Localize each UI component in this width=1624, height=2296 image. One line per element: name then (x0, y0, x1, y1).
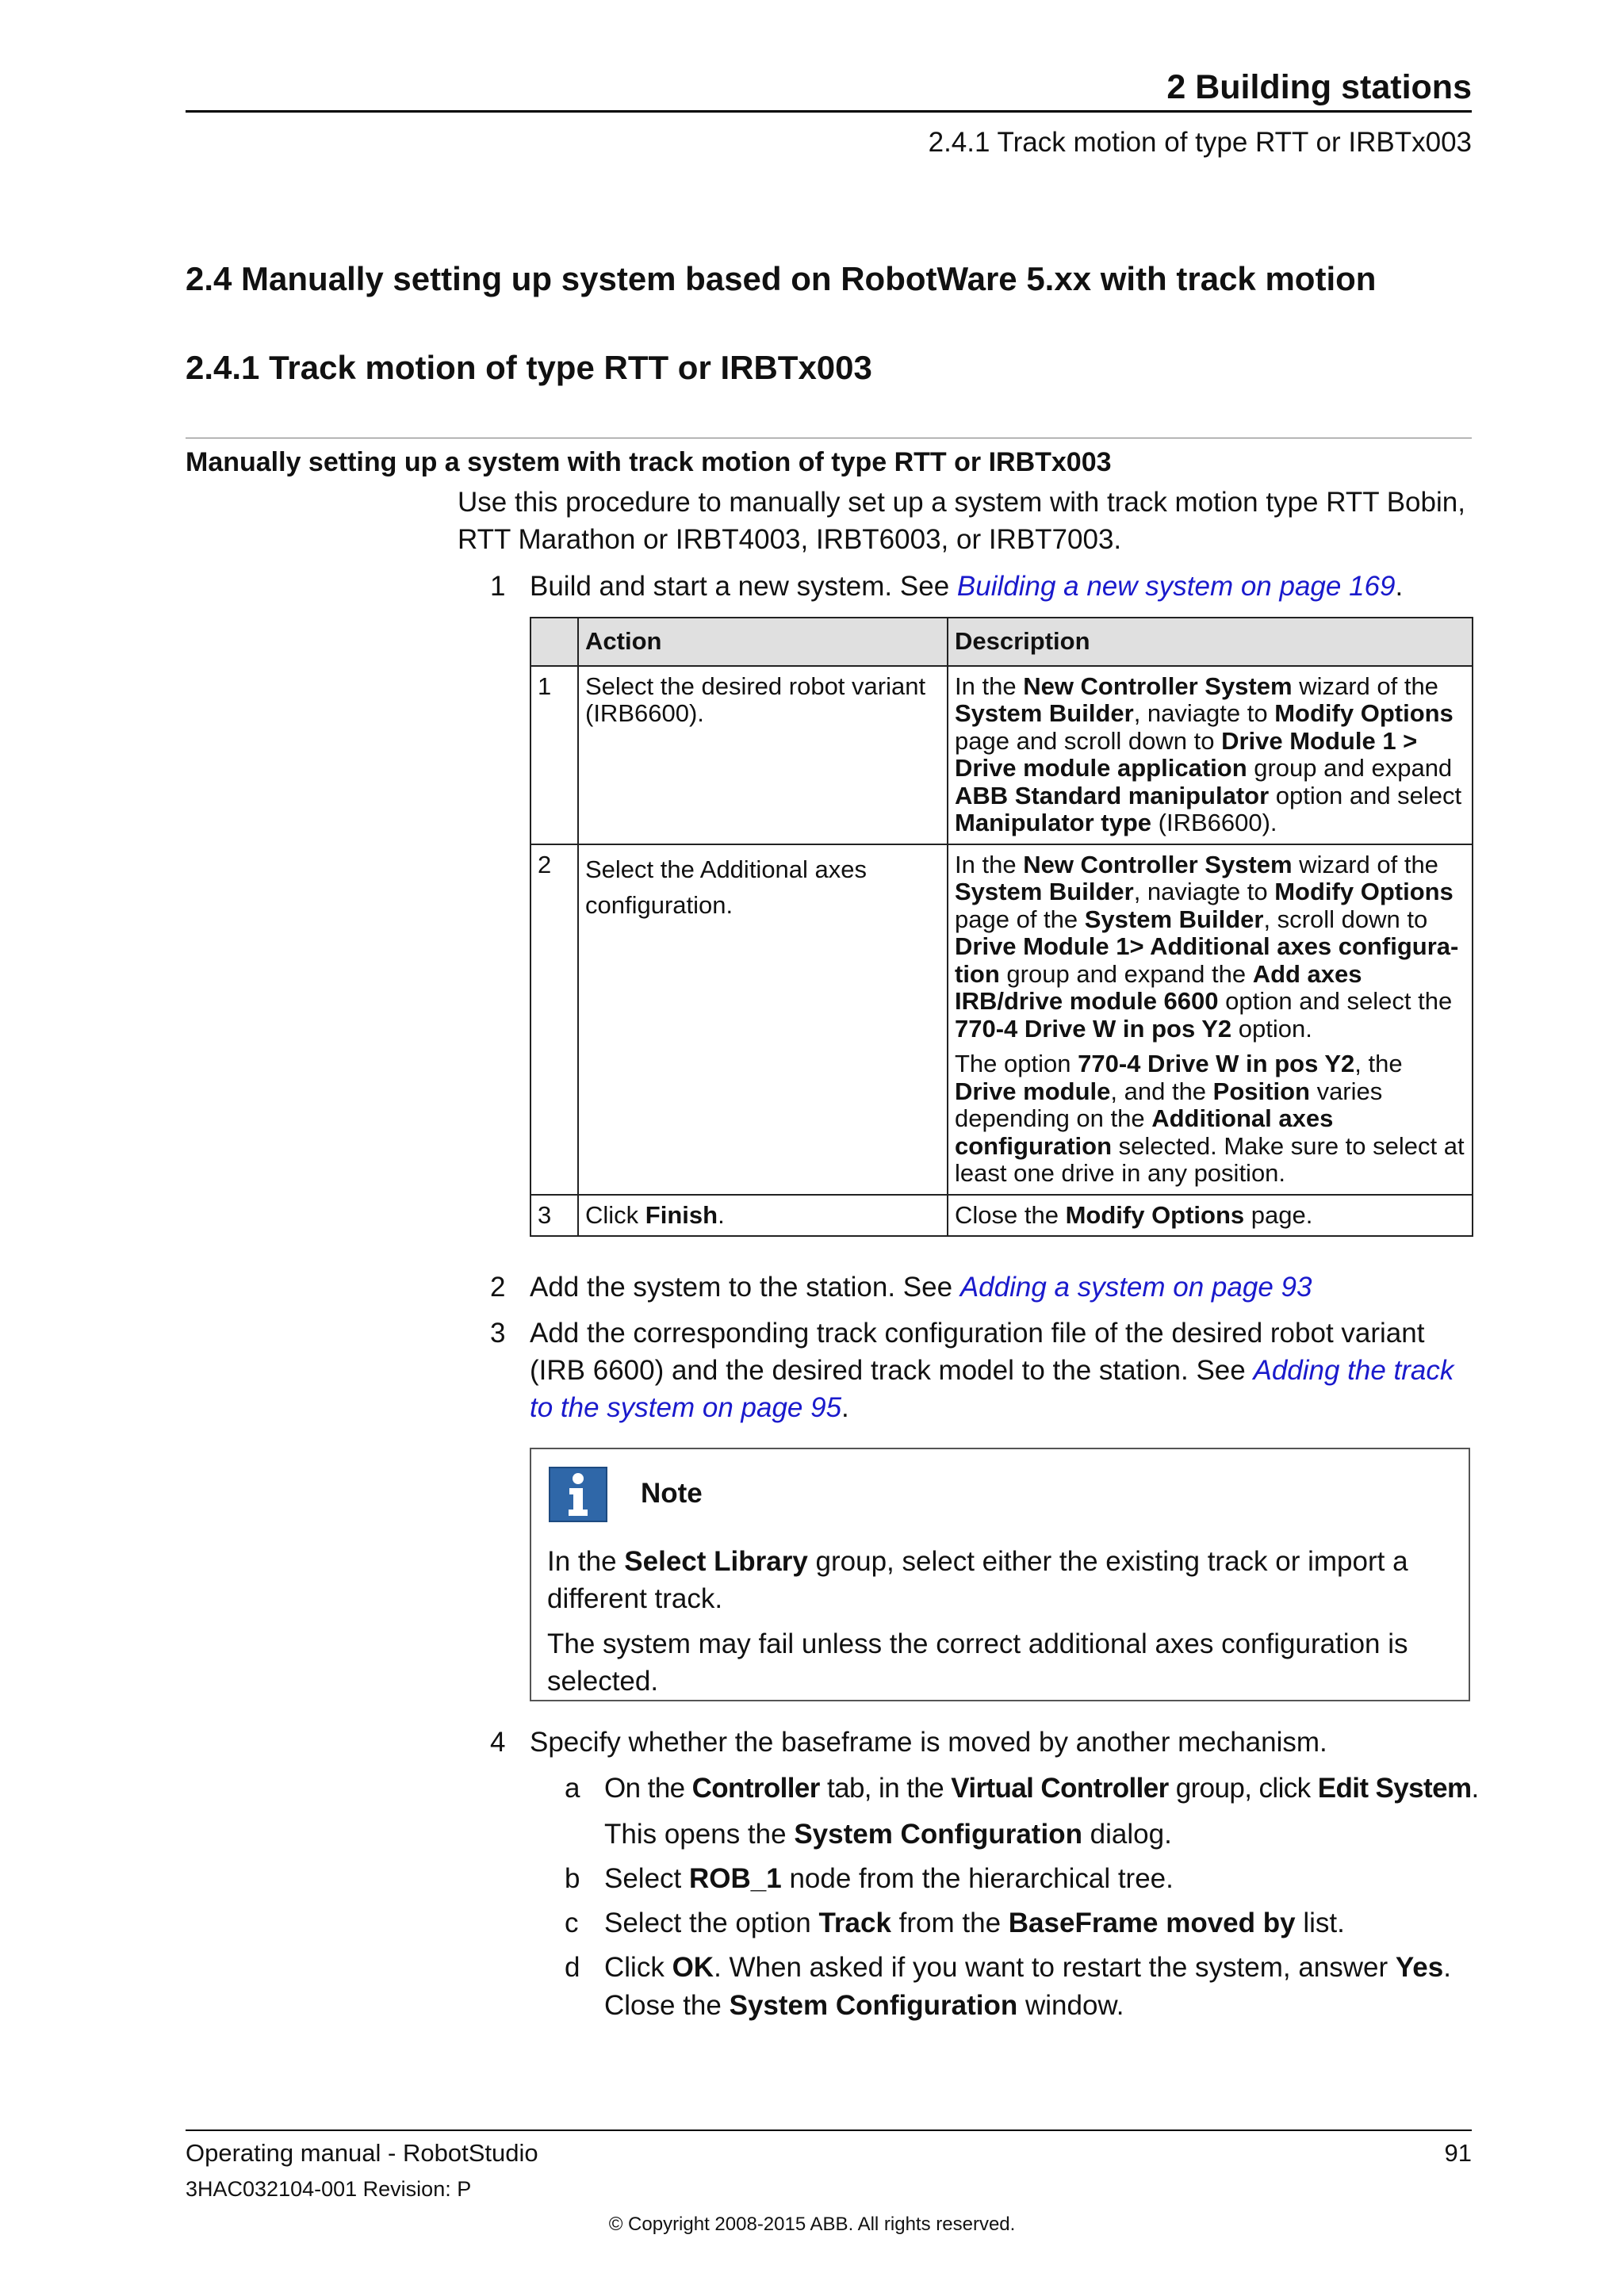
substep-letter: a (565, 1773, 580, 1804)
sub-bold: System Configuration (794, 1819, 1082, 1850)
desc-bold: New Controller System (1023, 672, 1293, 700)
step-text: Add the corresponding track configuration file of the desired robot variant (530, 1318, 1425, 1349)
sub-text: node from the hierarchical tree. (781, 1863, 1174, 1894)
footer-copyright: © Copyright 2008-2015 ABB. All rights reserved. (608, 2214, 1016, 2235)
chapter-header: 2 Building stations (1166, 68, 1472, 106)
desc-text: The option (955, 1050, 1078, 1077)
action-text: Click (585, 1200, 645, 1229)
sub-text: . When asked if you want to restart the system, answer (714, 1952, 1396, 1983)
desc-bold: Position (1212, 1077, 1310, 1105)
header-rule (186, 110, 1472, 113)
table-row (530, 666, 1473, 844)
desc-bold: Drive Module 1 > Drive module application (955, 726, 1418, 782)
sub-text: This opens the (604, 1819, 795, 1850)
note-paragraph (547, 1543, 1451, 1617)
row-number: 3 (530, 1195, 578, 1237)
desc-text: page of the (955, 905, 1085, 933)
desc-text: , scroll down to (1263, 905, 1428, 933)
action-text: Select the Additional axes configuration. (585, 855, 868, 919)
desc-bold: Add axes IRB/drive module 6600 (955, 959, 1362, 1015)
sub-bold: Yes (1395, 1952, 1444, 1983)
sub-bold: Controller (691, 1773, 820, 1804)
procedure-subheading: Manually setting up a system with track motion of type RTT or IRBTx003 (186, 447, 1112, 477)
sub-text: group, click (1168, 1773, 1318, 1804)
sub-text: Select the option (604, 1908, 819, 1938)
note-box (530, 1448, 1470, 1701)
footer-title: Operating manual - RobotStudio (186, 2139, 538, 2167)
desc-bold: Modify Options (1274, 878, 1454, 905)
desc-text: option and select the (1218, 987, 1453, 1015)
substep-letter: c (565, 1908, 579, 1938)
desc-text: varies depending on the (955, 1077, 1383, 1132)
row-action (578, 1195, 948, 1237)
page-number: 91 (1444, 2139, 1472, 2167)
desc-text: wizard of the (1292, 850, 1438, 878)
desc-text: wizard of the (1292, 672, 1438, 700)
desc-bold: New Controller System (1023, 850, 1293, 878)
step-end: . (1395, 571, 1404, 602)
heading-2-4-1: 2.4.1 Track motion of type RTT or IRBTx003 (186, 349, 872, 386)
desc-text: option and select (1269, 781, 1462, 809)
section-header: 2.4.1 Track motion of type RTT or IRBTx003 (928, 127, 1472, 158)
desc-text: , the (1354, 1050, 1403, 1077)
step-text: Build and start a new system. See (530, 571, 957, 602)
row-number: 1 (530, 666, 578, 844)
row-action: Select the desired robot variant (IRB6600). (578, 666, 948, 844)
col-header-action: Action (578, 618, 948, 666)
step-text: (IRB 6600) and the desired track model to the station. See (530, 1355, 1254, 1386)
desc-bold: Modify Options (1065, 1200, 1245, 1229)
desc-text: In the (955, 672, 1024, 700)
sub-text: On the (604, 1773, 692, 1804)
desc-bold: 770-4 Drive W in pos Y2 (1078, 1050, 1355, 1077)
sub-bold: Virtual Controller (951, 1773, 1169, 1804)
sub-text: Select (604, 1863, 689, 1894)
sub-text: tab, in the (819, 1773, 952, 1804)
sub-text: dialog. (1082, 1819, 1172, 1850)
desc-bold: System Builder (955, 699, 1134, 727)
desc-bold: Drive Module 1> Additional axes configura-tion (955, 932, 1459, 988)
step-number: 1 (490, 571, 506, 602)
sub-bold: Edit System (1317, 1773, 1472, 1804)
sub-text: . (1471, 1773, 1479, 1804)
desc-bold: Manipulator type (955, 809, 1152, 836)
desc-text: page. (1244, 1200, 1313, 1229)
substep-letter: d (565, 1952, 580, 1983)
desc-text: , naviagte to (1133, 699, 1275, 727)
link-adding-track[interactable]: Adding the track (1253, 1355, 1454, 1386)
col-header-num (530, 618, 578, 666)
desc-bold: 770-4 Drive W in pos Y2 (955, 1014, 1232, 1043)
info-icon (549, 1467, 607, 1522)
desc-text: page and scroll down to (955, 726, 1222, 755)
desc-text: Close the (955, 1200, 1066, 1229)
col-header-description: Description (948, 618, 1473, 666)
step-number: 2 (490, 1272, 506, 1303)
link-adding-system[interactable]: Adding a system on page 93 (959, 1272, 1312, 1303)
sub-bold: Track (818, 1908, 891, 1938)
desc-text: group and expand the (999, 959, 1253, 988)
row-number: 2 (530, 844, 578, 1195)
action-bold: Finish (645, 1200, 718, 1229)
heading-2-4: 2.4 Manually setting up system based on RobotWare 5.xx with track motion (186, 260, 1377, 297)
note-title: Note (641, 1478, 703, 1509)
procedure-table (530, 617, 1473, 1237)
sub-bold: ROB_1 (689, 1863, 782, 1894)
footer-revision: 3HAC032104-001 Revision: P (186, 2177, 472, 2201)
desc-text: In the (955, 850, 1024, 878)
step-text: Add the system to the station. See (530, 1272, 960, 1303)
sub-text: window. (1017, 1990, 1124, 2021)
desc-text: option. (1231, 1014, 1312, 1043)
sub-bold: OK (672, 1952, 714, 1983)
link-adding-track-cont[interactable]: to the system on page 95 (530, 1392, 842, 1423)
table-header-row (530, 618, 1473, 666)
sub-text: list. (1295, 1908, 1345, 1938)
desc-text: , and the (1110, 1077, 1213, 1105)
desc-text: (IRB6600). (1151, 809, 1277, 836)
table-row (530, 1195, 1473, 1237)
desc-bold: Modify Options (1274, 699, 1454, 727)
desc-bold: System Builder (1084, 905, 1264, 933)
intro-paragraph: Use this procedure to manually set up a system with track motion type RTT Bobin, RTT Marathon or IRBT4003, IRBT6003, or IRBT7003. (458, 487, 1465, 555)
step-number: 4 (490, 1727, 506, 1758)
step-end: . (841, 1392, 849, 1423)
sub-bold: System Configuration (729, 1990, 1018, 2021)
row-action (578, 844, 948, 1195)
sub-text: from the (891, 1908, 1009, 1938)
row-description (948, 666, 1473, 844)
row-description (948, 844, 1473, 1195)
step-text: Specify whether the baseframe is moved by another mechanism. (530, 1727, 1327, 1758)
step-number: 3 (490, 1318, 506, 1349)
note-text: In the (547, 1546, 625, 1577)
desc-bold: Additional axes configuration (955, 1104, 1334, 1160)
action-text: . (718, 1200, 725, 1229)
desc-bold: System Builder (955, 878, 1134, 905)
row-description (948, 1195, 1473, 1237)
substep-letter: b (565, 1863, 580, 1894)
desc-text: group and expand (1247, 754, 1453, 782)
sub-bold: BaseFrame moved by (1008, 1908, 1296, 1938)
note-text: group, select either the existing track or import a different track. (547, 1546, 1408, 1614)
desc-text: selected. Make sure to select at least one drive in any position. (955, 1131, 1465, 1187)
sub-text: Click (604, 1952, 672, 1983)
table-row (530, 844, 1473, 1195)
note-bold: Select Library (624, 1546, 808, 1577)
desc-text: , naviagte to (1133, 878, 1275, 905)
desc-bold: ABB Standard manipulator (955, 781, 1270, 809)
link-building-new-system[interactable]: Building a new system on page 169 (956, 571, 1396, 602)
sub-text: Close the (604, 1990, 730, 2021)
note-paragraph: The system may fail unless the correct additional axes configuration is selected. (547, 1628, 1408, 1697)
desc-bold: Drive module (955, 1077, 1111, 1105)
sub-text: . (1443, 1952, 1451, 1983)
footer-rule (186, 2130, 1472, 2131)
